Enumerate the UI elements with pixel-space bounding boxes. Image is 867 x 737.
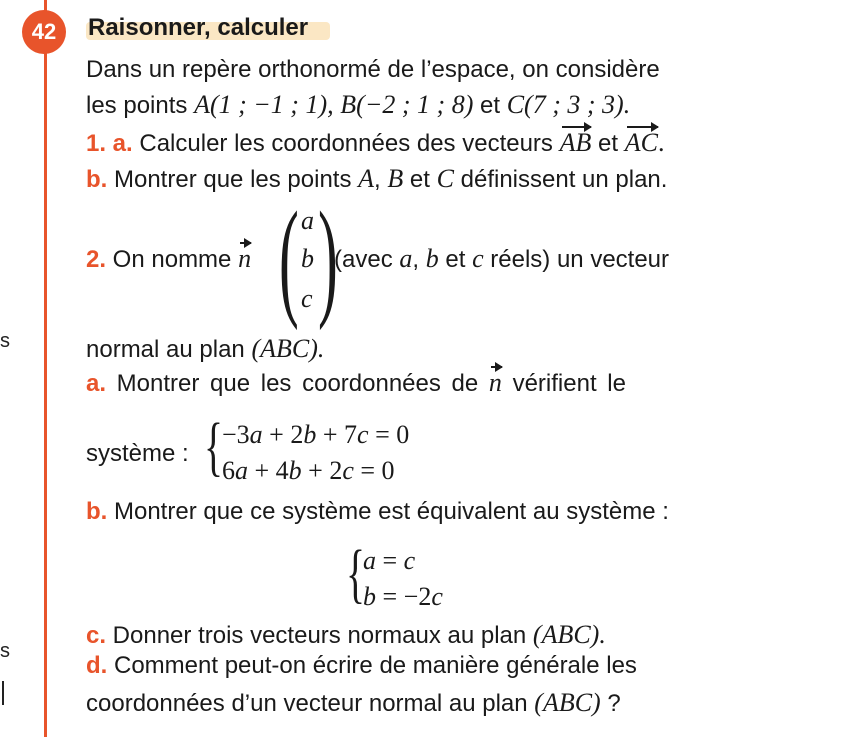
point-a: A(1 ; −1 ; 1),: [194, 90, 334, 119]
question-2b: b. Montrer que ce système est équivalent au système :: [86, 498, 669, 525]
matrix-entry-c: c: [301, 284, 313, 313]
system-b-brace: {: [346, 537, 366, 610]
exercise-number-badge: 42: [22, 10, 66, 54]
point-c: C(7 ; 3 ; 3).: [506, 90, 631, 119]
question-1a: 1. a. Calculer les coordonnées des vecteurs AB et AC.: [86, 128, 665, 157]
margin-line: [44, 0, 47, 737]
matrix-right-paren: ): [318, 184, 338, 331]
systeme-label: système :: [86, 440, 189, 467]
margin-mark: s: [0, 330, 10, 352]
matrix-left-paren: (: [279, 184, 299, 331]
vector-n: n: [238, 244, 252, 273]
system-eq-2: 6a + 4b + 2c = 0: [222, 456, 395, 485]
question-2-cont: (avec a, b et c réels) un vecteur: [334, 244, 670, 273]
exercise-title: Raisonner, calculer: [88, 14, 309, 41]
margin-bar: [2, 681, 4, 705]
matrix-entry-a: a: [301, 206, 314, 235]
question-2d-line-2: coordonnées d’un vecteur normal au plan (ABC) ?: [86, 688, 621, 717]
system-b-eq-1: a = c: [363, 546, 416, 575]
question-2: 2. On nomme n: [86, 244, 252, 273]
system-eq-1: −3a + 2b + 7c = 0: [222, 420, 410, 449]
vector-ab: AB: [559, 128, 592, 157]
question-2-line-2: normal au plan (ABC).: [86, 334, 325, 363]
intro-line-1: Dans un repère orthonormé de l’espace, on considère: [86, 56, 660, 83]
question-2a: a. Montrer que les coordonnées de n vérifient le: [86, 368, 626, 397]
vector-ac: AC: [624, 128, 658, 157]
intro-line-2: les points A(1 ; −1 ; 1), B(−2 ; 1 ; 8) et C(7 ; 3 ; 3).: [86, 90, 631, 119]
system-brace: {: [204, 410, 224, 483]
point-b: B(−2 ; 1 ; 8): [340, 90, 474, 119]
question-2d: d. Comment peut-on écrire de manière générale les: [86, 652, 637, 679]
matrix-entry-b: b: [301, 244, 314, 273]
question-2c: c. Donner trois vecteurs normaux au plan (ABC).: [86, 620, 606, 649]
question-1b: b. Montrer que les points A, B et C définissent un plan.: [86, 164, 668, 193]
margin-mark: s: [0, 640, 10, 662]
system-b-eq-2: b = −2c: [363, 582, 443, 611]
